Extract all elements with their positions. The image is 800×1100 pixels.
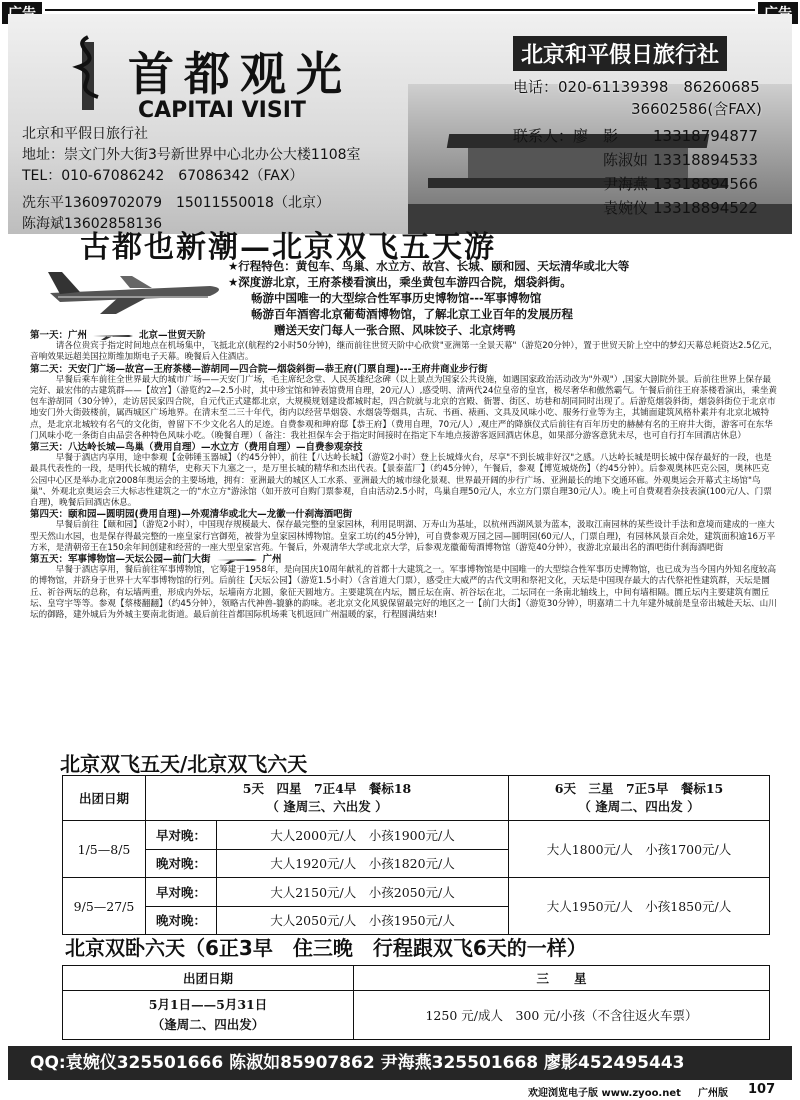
itinerary xyxy=(30,330,778,621)
brand-title: 首都观光 xyxy=(128,47,352,101)
itinerary-day-text: 早餐于酒店享用，餐后前往军事博物馆，它筹建于1958年，是向国庆10周年献礼的首都十大建筑之一。军事博物馆是中国唯一的大型综合性军事历史博物馆，也已成为当今国内外知名度较高的博物馆，并跻身于世界十大军事博物馆的行列。后前往【天坛公园】（游览1.5小时）（含首道大门票），感受庄大威严的古代文明和祭祀文化，天坛是中国现存最大的古代祭祀性建筑群，天坛是圜丘、祈谷两坛的总称，有坛墙两重，形成内外坛，坛墙南方北圆，象征天圆地方。主要建筑在内坛，圜丘坛在南、祈谷坛在北，二坛同在一条南北轴线上，中间有墙相隔。圜丘坛内主要建筑有圜丘坛、皇穹宇等等。参观【蔡楼翻翻】（约45分钟），领略古代神兽-貔貅的韵味。老北京文化风貌保留最完好的地区之一【前门大街】（游览30分钟），明嘉靖二十九年建外城前是皇帝出城赴天坛、山川坛的御路，建外城后为外城主要南北街道。最后前往首都国际机场乘飞机返回广州温暖的家，行程圆满结束! xyxy=(30,565,777,621)
day-label: 第四天：颐和园—圆明园(费用自理)—外观清华或北大—龙徽一什刹海酒吧街 xyxy=(30,509,353,521)
airplane-icon xyxy=(40,258,230,318)
early-label: 早对晚： xyxy=(146,878,217,907)
feature-line: ★行程特色：黄包车、鸟巢、水立方、故宫、长城、颐和园、天坛清华或北大等 xyxy=(228,259,630,273)
late-label: 晚对晚： xyxy=(146,849,217,878)
agency-name: 北京和平假日旅行社 xyxy=(513,36,727,71)
price-table-train xyxy=(62,965,770,1040)
six-day-price: 大人1950元/人 小孩1850元/人 xyxy=(509,878,770,935)
price-table-flight xyxy=(62,775,770,935)
col5-line1: 5天 四星 7正4早 餐标18 xyxy=(242,781,412,796)
footer-edition: 广州版 xyxy=(698,1088,728,1099)
contact-row xyxy=(513,172,758,196)
brand-subtitle: CAPITAI VISIT xyxy=(138,98,306,123)
itinerary-day-title xyxy=(30,442,778,453)
feature-line: 赠送天安门每人一张合照、风味饺子、北京烤鸭 xyxy=(228,323,516,337)
plane-icon xyxy=(93,332,133,340)
itinerary-day-text: 早餐于酒店内享用，途中参观【金韩锤玉器城】（约45分钟），前往【八达岭长城】（游览2小时）登上长城烽火台，尽享"不到长城非好汉"之感。八达岭长城是明长城中保存最好的一段，也是最具代表性的一段，是明代长城的精华，史称天下九塞之一，是万里长城的精华和杰出代表。【景泰蓝厂】（约45分钟），午餐后，参观【博览城烧伤】（约45分钟）。后参观奥林匹克公园，奥林匹克公园中心区是举办北京2008年奥运会的主要场地，拥有：亚洲最大的城区人工水系、亚洲最大的城市绿化景观、世界最开阔的步行广场、亚洲最长的地下交通环廊。外观奥运会开幕式主场馆"鸟巢"、外观北京奥运会三大标志性建筑之一的"水立方"游泳馆（如开放可自购门票参观，自由活动2.5小时，鸟巢自理50元/人，水立方门票自理30元/人）。晚上可自费观看杂技表演(100元/人、门票自理)，晚餐后回酒店休息。 xyxy=(30,453,772,509)
page-footer xyxy=(8,1082,792,1098)
contact-phone: 13318894566 xyxy=(653,175,758,193)
phone-line-1: 电话：020-61139398 86260685 xyxy=(513,78,760,96)
late-price: 大人2050元/人 小孩1950元/人 xyxy=(217,906,509,935)
late-price: 大人1920元/人 小孩1820元/人 xyxy=(217,849,509,878)
day-label: 第一天：广州 xyxy=(30,330,88,341)
day-destination: 北京—世贸天阶 xyxy=(139,330,206,341)
col6-line2: （ 逢周二、四出发 ） xyxy=(578,799,700,814)
day-label: 第三天：八达岭长城—鸟巢（费用自理）—水立方（费用自理）—自费参观奈技 xyxy=(30,442,363,454)
contact-name: 联系人：廖 影 xyxy=(513,127,619,145)
contact-row xyxy=(513,148,758,172)
col5-line2: （ 逢周三、六出发 ） xyxy=(266,799,388,814)
contact-phone: 13318894533 xyxy=(653,151,758,169)
top-rule xyxy=(45,9,755,11)
section-title-train: 北京双卧六天（6正3早 住三晚 行程跟双飞6天的一样） xyxy=(65,936,587,960)
agency-person-2: 陈海斌13602858136 xyxy=(22,216,162,232)
six-day-price: 大人1800元/人 小孩1700元/人 xyxy=(509,821,770,878)
feature-line: 畅游百年酒窖北京葡萄酒博物馆，了解北京工业百年的发展历程 xyxy=(228,307,573,321)
day-label: 第五天：军事博物馆—天坛公园—前门大街 xyxy=(30,554,211,566)
agency-address: 地址：崇文门外大街3号新世界中心北办公大楼1108室 xyxy=(22,147,361,163)
train-period-note: （逢周二、四出发） xyxy=(151,1017,265,1032)
itinerary-day-text: 早餐后乘车前往全世界最大的城市广场——天安门广场，毛主席纪念堂、人民英雄纪念碑（以上景点为国家公共设施，如遇国家政治活动改为"外观"）,国家大剧院外景。后前往世界上保存最完好、最宏伟的古建筑群——【故宫】（游览约2—2.5小时，其中珍宝馆和钟表馆费用自理，20元/人）,感受明、清两代24位皇帝的皇宫，极尽奢华和傲然霸气。午餐后前往王府茶楼看演出，乘坐黄包车游胡同（30分钟），走访居民家四合院，自元代正式建都北京，大规模规划建设都城时起，四合院就与北京的宫殿、衙署、街区、坊巷和胡同同时出现了。后游览烟袋斜街，烟袋斜街位于北京市地安门外大街鼓楼前，属西城区广场地界。在清末至二三十年代，街内以经营旱烟袋、水烟袋等烟具，古玩、书画、裱画、文具及风味小吃、服务行业等为主，其铺面建筑风格朴素并有北京北城特点，是北京北城较有名气的文化街，曾留下不少文化名人的足迹。自费参观和珅府邸【恭王府】（费用自理，70元/人）,观庄严的降旗仪式后前往有百年历史的赫赫有名的王府井大街，游客可在东华门风味小吃一条街自由品尝各种特色风味小吃。（晚餐自理）（ 备注：我社担保车会于指定时间接时在指定下车地点接游客返回酒店休息，如果部分游客意犹未尽，也可自行打车回酒店休息） xyxy=(30,374,778,441)
agency-info xyxy=(22,124,361,234)
train-price: 1250 元/成人 300 元/小孩（不含往返火车票） xyxy=(354,991,770,1040)
contact-phone: 13318894522 xyxy=(653,199,758,217)
period-cell: 9/5—27/5 xyxy=(63,878,146,935)
header-banner xyxy=(8,14,792,234)
itinerary-day-title xyxy=(30,364,778,375)
early-price: 大人2150元/人 小孩2050元/人 xyxy=(217,878,509,907)
qq-contact-bar: QQ:袁婉仪325501666 陈淑如85907862 尹海燕325501668 廖影452495443 xyxy=(8,1046,792,1080)
late-label: 晚对晚： xyxy=(146,906,217,935)
contact-phone: 13318794877 xyxy=(653,127,758,145)
plane-icon xyxy=(217,556,257,564)
day-label: 第二天：天安门广场—故宫—王府茶楼—游胡同—四合院—烟袋斜街—恭王府(门票自理)---王府井商业步行街 xyxy=(30,363,488,375)
itinerary-day-text: 请各位贵宾于指定时间地点在机场集中，飞抵北京(航程约2小时50分钟)，继而前往世贸天阶中心欣赏"亚洲第一全景天幕"（游览20分钟），置于世贸天阶上空中的梦幻天幕总耗资达2.5亿元，音响效果远超美国拉斯维加斯电子天幕。晚餐后入住酒店。 xyxy=(30,341,778,363)
feature-line: 畅游中国唯一的大型综合性军事历史博物馆---军事博物馆 xyxy=(228,291,542,305)
period-cell: 1/5—8/5 xyxy=(63,821,146,878)
day-destination: 广州 xyxy=(262,554,282,566)
itinerary-day-title xyxy=(30,330,778,341)
feature-line: ★深度游北京，王府茶楼看演出，乘坐黄包车游四合院，烟袋斜街。 xyxy=(228,275,572,289)
phone-line-2: 36602586(含FAX) xyxy=(631,100,762,118)
col-header-6day xyxy=(509,776,770,821)
contact-name: 尹海燕 xyxy=(603,175,649,193)
footer-site: 欢迎浏览电子版 www.zyoo.net xyxy=(528,1088,681,1099)
itinerary-day-title xyxy=(30,509,778,520)
page-number: 107 xyxy=(748,1082,776,1097)
dragon-pillar-icon xyxy=(58,32,118,112)
contact-row xyxy=(513,124,758,148)
itinerary-day-text: 早餐后前往【颐和园】（游览2小时），中国现存规模最大、保存最完整的皇家园林，利用昆明湖、万寿山为基址，以杭州西湖风景为蓝本，汲取江南园林的某些设计手法和意境而建成的一座大型天然山水园，也是保存得最完整的一座皇家行宫御苑，被誉为皇家园林博物馆。皇家工坊(约45分钟)，可自费参观万园之园—圆明园(60元/人，门票自理)，有园林风景百余处，建筑面积逾16万平方米，是清朝帝王在150余年间创建和经营的一座大型皇家宫苑。午餐后，外观清华大学或北京大学，后参观龙徽葡萄酒博物馆（游览40分钟），夜游北京最出名的酒吧街什刹海酒吧街 xyxy=(30,520,776,553)
contact-row xyxy=(513,196,758,220)
contact-list xyxy=(513,124,758,220)
train-period-cell xyxy=(63,991,354,1040)
early-label: 早对晚： xyxy=(146,821,217,850)
early-price: 大人2000元/人 小孩1900元/人 xyxy=(217,821,509,850)
tour-features xyxy=(228,258,629,338)
agency-person-1: 冼东平13609702079 15011550018（北京） xyxy=(22,195,330,211)
agency-tel: TEL：010-67086242 67086342（FAX） xyxy=(22,168,304,184)
itinerary-day-title xyxy=(30,554,778,565)
contact-name: 陈淑如 xyxy=(603,151,649,169)
col-header-star: 三 星 xyxy=(354,966,770,991)
col-header-5day xyxy=(146,776,509,821)
col-header-date: 出团日期 xyxy=(63,776,146,821)
col-header-date: 出团日期 xyxy=(63,966,354,991)
agency-info-name: 北京和平假日旅行社 xyxy=(22,126,148,142)
section-title-flight: 北京双飞五天/北京双飞六天 xyxy=(60,752,308,776)
tour-headline: 古都也新潮—北京双飞五天游 xyxy=(80,230,496,265)
phone-block xyxy=(513,76,762,120)
col6-line1: 6天 三星 7正5早 餐标15 xyxy=(554,781,724,796)
contact-name: 袁婉仪 xyxy=(603,199,649,217)
train-period: 5月1日——5月31日 xyxy=(148,997,268,1012)
